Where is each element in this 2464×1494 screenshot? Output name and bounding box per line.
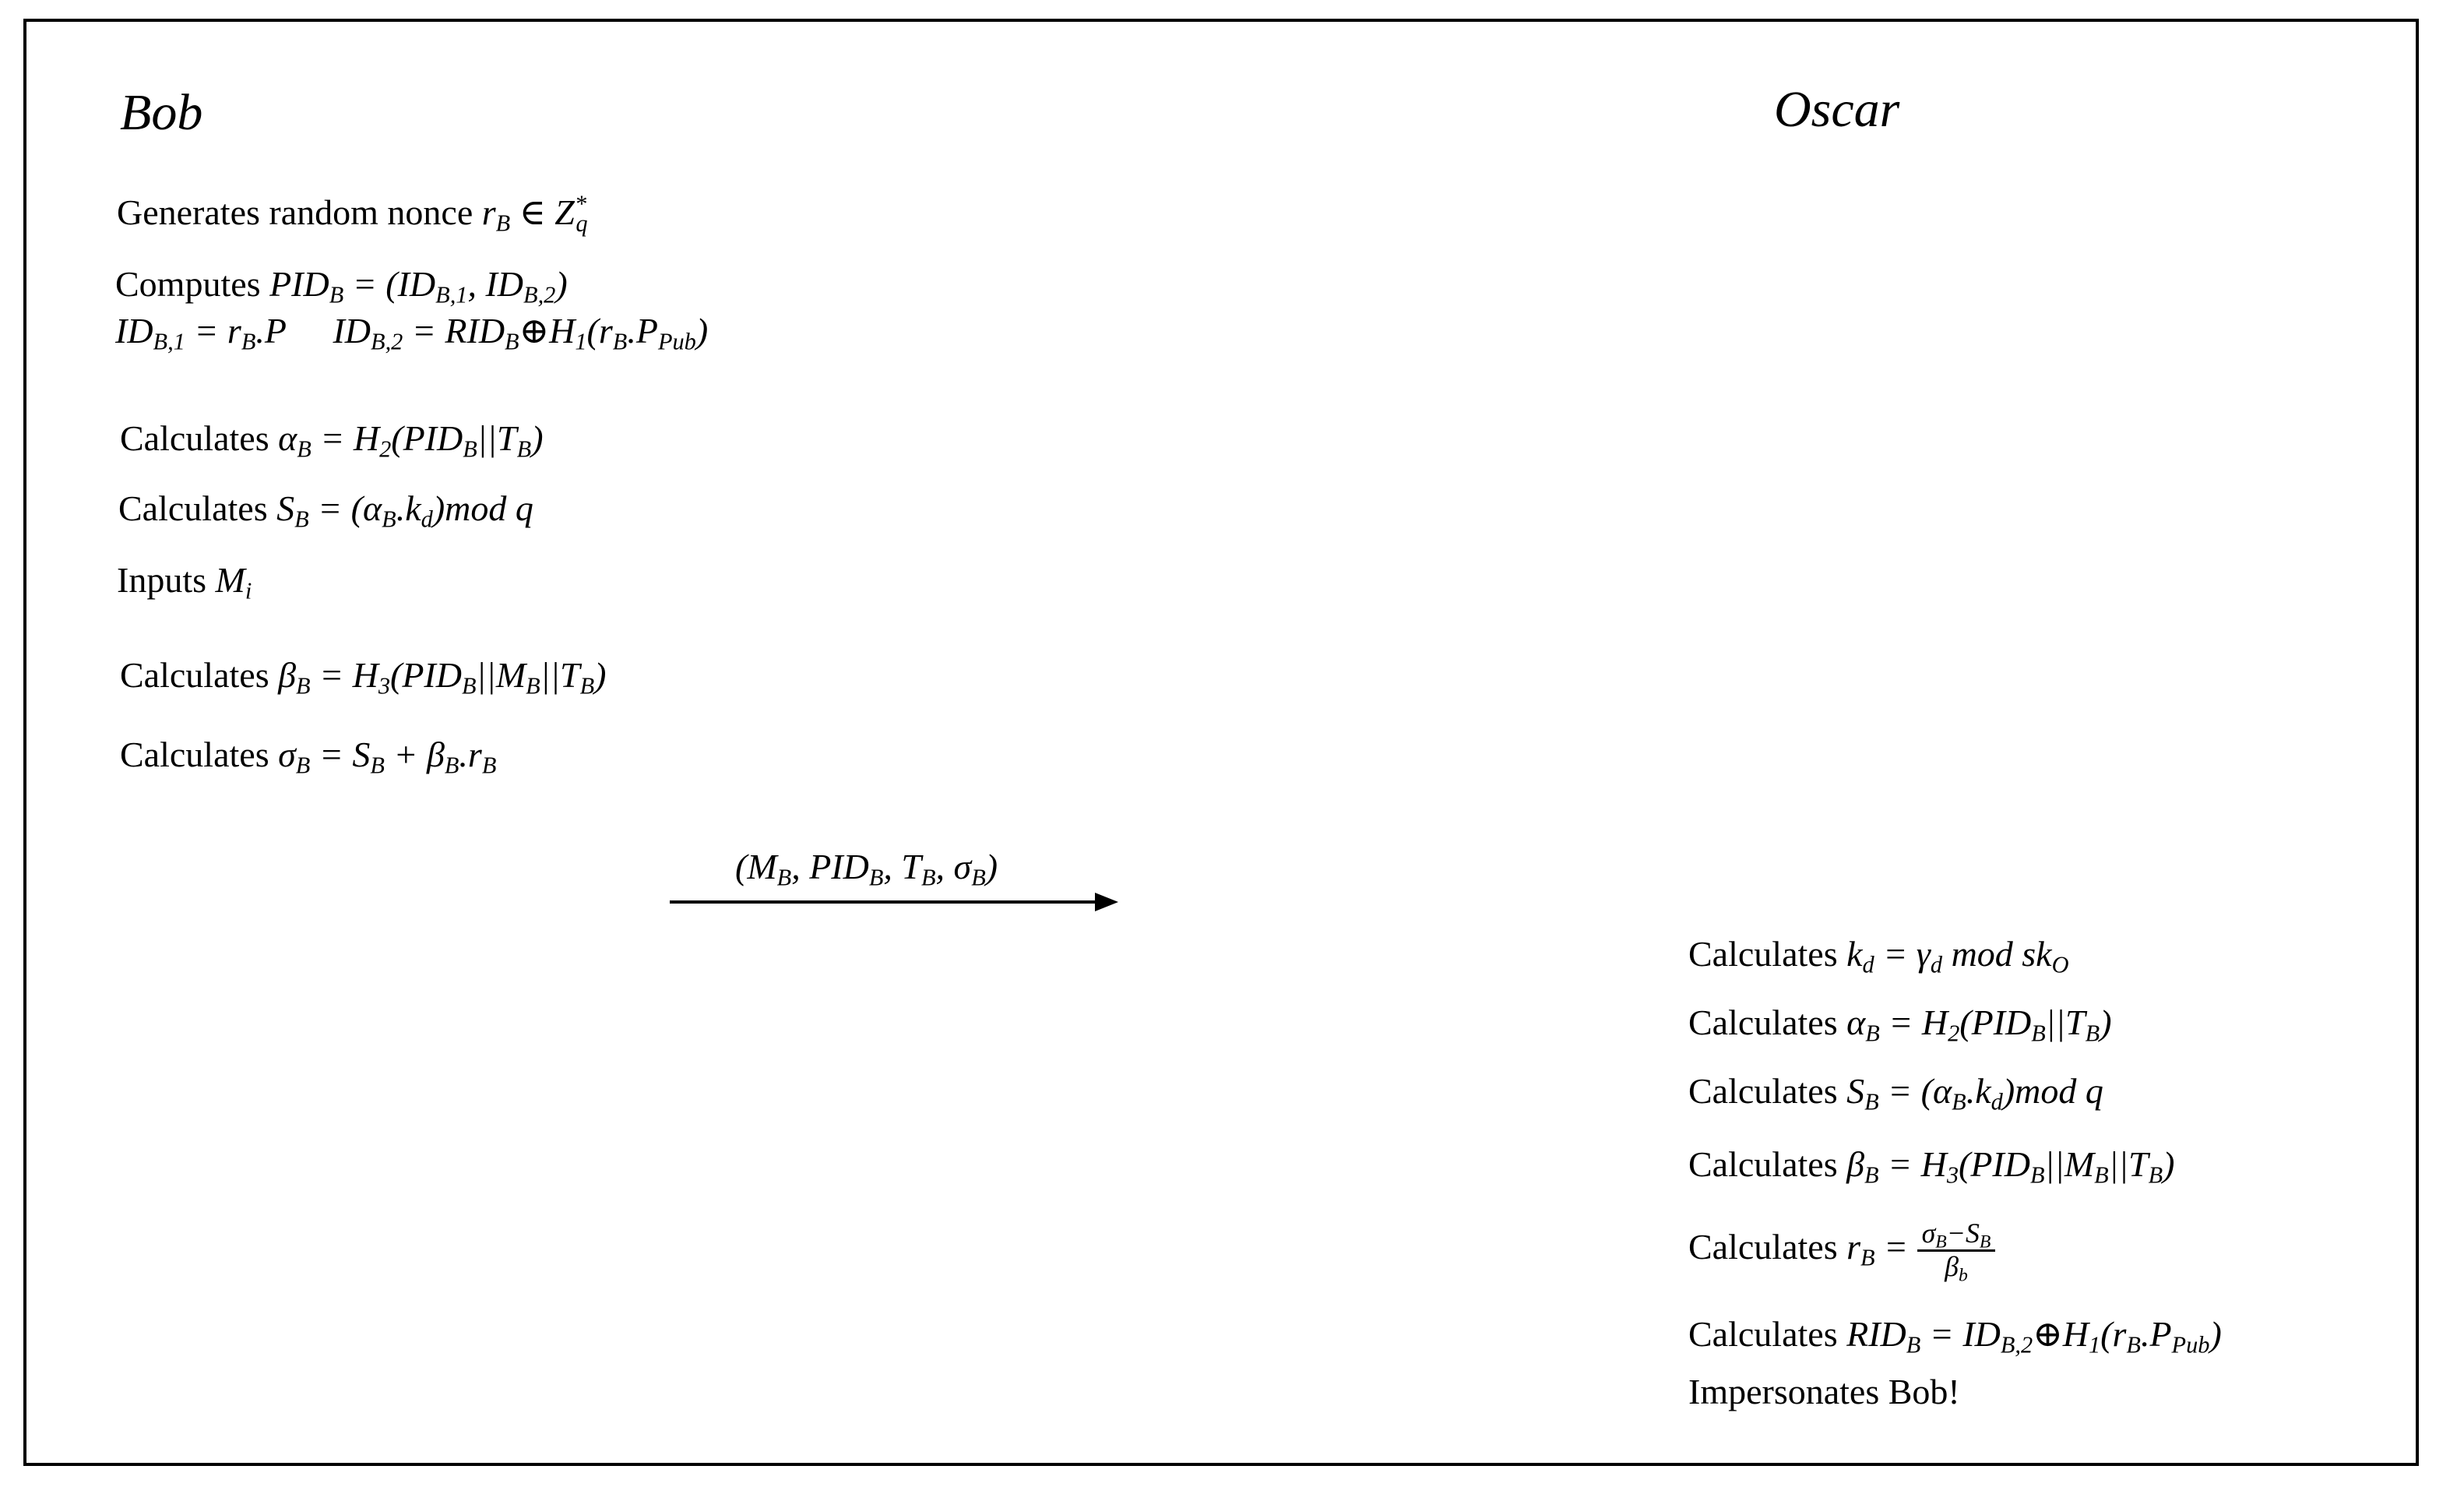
math-rid: $RID_B$ = $ID_{B,2}\oplus H_1(r_B.P_{Pub})$ <box>1846 1314 2222 1358</box>
step-label: Computes <box>115 264 261 304</box>
step-label: Calculates <box>120 655 269 695</box>
step-label: Calculates <box>120 418 269 458</box>
math-pid: $PID_B = (ID_{B,1}$, $ID_{B,2}$) <box>269 264 568 308</box>
step-label: Calculates <box>1688 934 1838 974</box>
message-label <box>735 847 998 891</box>
math-alpha: $\alpha_B = H_2(PID_B||T_B)$ <box>278 418 544 463</box>
math-id-b1: $ID_{B,1} = r_B.P$ <box>115 311 287 355</box>
math-beta: $\beta_B = H_3(PID_B||M_B||T_B)$ <box>278 655 607 699</box>
math-m: $M_i$ <box>215 560 252 604</box>
step-label: Calculates <box>1688 1226 1838 1267</box>
bob-step-s <box>118 488 533 533</box>
math-sigma: $\sigma_B = S_B + \beta_B.r_B$ <box>278 735 497 779</box>
step-label: Calculates <box>118 488 268 528</box>
oscar-title: Oscar <box>1774 81 1900 138</box>
math-id-b2: $ID_{B,2}$ = $RID_B\oplus H_1(r_B.P_{Pub})$ <box>333 311 709 355</box>
bob-step-pid <box>115 264 568 308</box>
oscar-step-rid <box>1688 1314 2222 1358</box>
fraction: $\frac{\sigma_B-S_B}{\beta_b}$ <box>1917 1220 1996 1281</box>
bob-title: Bob <box>120 84 203 141</box>
step-label: Calculates <box>1688 1071 1838 1111</box>
math-alpha: $\alpha_B = H_2(PID_B||T_B)$ <box>1846 1002 2112 1047</box>
math-kd: $k_d = \gamma_d$ mod $sk_O$ <box>1846 934 2069 978</box>
step-label: Generates random nonce <box>117 192 473 232</box>
math-s: $S_B = (\alpha_B.k_d)mod$ q <box>276 488 533 533</box>
step-label: Calculates <box>1688 1002 1838 1042</box>
step-label: Inputs <box>117 560 206 600</box>
math-s: $S_B = (\alpha_B.k_d)mod$ q <box>1846 1071 2103 1115</box>
bob-step-alpha <box>120 418 544 463</box>
step-label: Calculates <box>1688 1144 1838 1184</box>
step-label: Calculates <box>1688 1314 1838 1354</box>
bob-step-sigma <box>120 735 497 779</box>
math-message: ($M_B$, $PID_B$, $T_B$, $\sigma_B$) <box>735 847 998 891</box>
bob-step-beta <box>120 655 607 699</box>
math-beta: $\beta_B = H_3(PID_B||M_B||T_B)$ <box>1846 1144 2175 1189</box>
math-nonce: $r_B$ ∈ $Z^*_q$ <box>481 190 588 237</box>
bob-step-nonce <box>117 190 588 237</box>
oscar-step-r <box>1688 1217 1995 1286</box>
bob-step-input <box>117 560 252 604</box>
message-arrow <box>670 893 1121 916</box>
oscar-step-impersonate <box>1688 1374 1960 1410</box>
oscar-step-kd <box>1688 934 2069 978</box>
arrow-head-icon <box>1095 893 1118 911</box>
bob-step-ids <box>115 311 709 355</box>
oscar-step-beta <box>1688 1144 2175 1189</box>
oscar-step-s <box>1688 1071 2103 1115</box>
impersonate-label: Impersonates Bob! <box>1688 1372 1960 1411</box>
step-label: Calculates <box>120 735 269 774</box>
oscar-step-alpha <box>1688 1002 2112 1047</box>
math-r: $r_B$ = $\frac{\sigma_B-S_B}{\beta_b}$ <box>1846 1227 1995 1267</box>
